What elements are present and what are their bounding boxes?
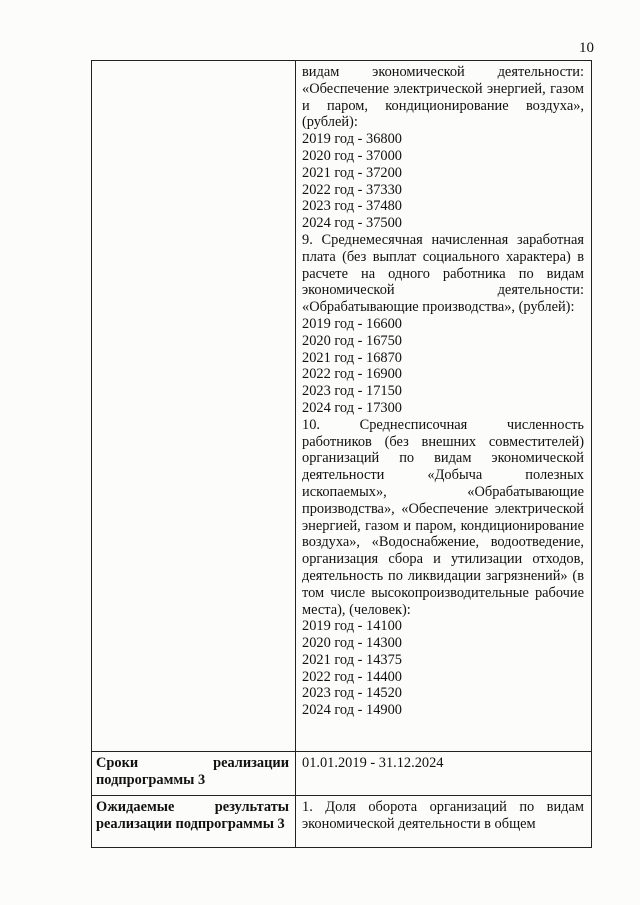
indicator-9-years bbox=[302, 316, 584, 417]
year-value: 2022 год - 14400 bbox=[302, 668, 402, 685]
year-value: 2020 год - 16750 bbox=[302, 332, 402, 349]
indicator-10-text: 10. Среднесписочная численность работников (без внешних совместителей) организаций по видам экономической деятельности «Добыча полезных ископаемых», «Обрабатывающие производства», «Обеспечение электрической энергией, газом и паром, кондиционирование воздуха», «Водоснабжение, водоотведение, организация сбора и утилизации отходов, деятельность по ликвидации загрязнений» (в том числе высокопроизводительные рабочие места), (человек): bbox=[302, 416, 584, 618]
period-value: 01.01.2019 - 31.12.2024 bbox=[296, 752, 592, 796]
year-value: 2022 год - 16900 bbox=[302, 366, 402, 383]
year-value: 2021 год - 37200 bbox=[302, 164, 402, 181]
year-value: 2019 год - 16600 bbox=[302, 315, 402, 332]
year-value: 2024 год - 17300 bbox=[302, 399, 402, 416]
year-value: 2020 год - 37000 bbox=[302, 147, 402, 164]
year-value: 2022 год - 37330 bbox=[302, 181, 402, 198]
year-value: 2021 год - 14375 bbox=[302, 651, 402, 668]
year-value: 2019 год - 14100 bbox=[302, 618, 402, 635]
passport-table bbox=[91, 60, 592, 848]
year-value: 2020 год - 14300 bbox=[302, 635, 402, 652]
page-number: 10 bbox=[579, 40, 594, 56]
indicator-8-years bbox=[302, 131, 584, 232]
table-row-period bbox=[92, 752, 592, 796]
row-label-empty bbox=[92, 61, 296, 752]
year-value: 2019 год - 36800 bbox=[302, 131, 402, 148]
indicator-10-years bbox=[302, 618, 584, 719]
indicator-9-text: 9. Среднемесячная начисленная заработная плата (без выплат социального характера) в расчете на одного работника по видам экономической деятельности: «Обрабатывающие производства», (рублей): bbox=[302, 231, 584, 316]
year-value: 2024 год - 37500 bbox=[302, 215, 402, 232]
results-label: Ожидаемые результаты реализации подпрограммы 3 bbox=[92, 796, 296, 848]
year-value: 2023 год - 14520 bbox=[302, 685, 402, 702]
table-row-results bbox=[92, 796, 592, 848]
year-value: 2024 год - 14900 bbox=[302, 702, 402, 719]
year-value: 2023 год - 37480 bbox=[302, 198, 402, 215]
period-label: Сроки реализации подпрограммы 3 bbox=[92, 752, 296, 796]
year-value: 2023 год - 17150 bbox=[302, 383, 402, 400]
indicators-cell bbox=[296, 61, 592, 752]
table-row-indicators bbox=[92, 61, 592, 752]
indicator-8-text: видам экономической деятельности: «Обеспечение электрической энергией, газом и паром, кондиционирование воздуха», (рублей): bbox=[302, 64, 584, 131]
results-value: 1. Доля оборота организаций по видам экономической деятельности в общем bbox=[296, 796, 592, 848]
year-value: 2021 год - 16870 bbox=[302, 349, 402, 366]
